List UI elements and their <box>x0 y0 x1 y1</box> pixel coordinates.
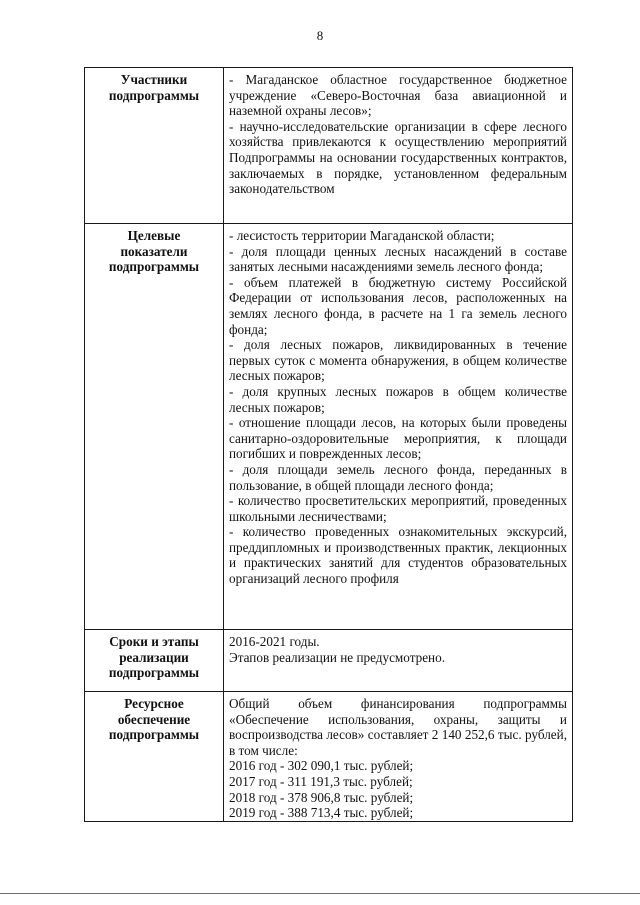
table-row-participants <box>85 68 573 224</box>
indicator-item: - доля лесных пожаров, ликвидированных в течение первых суток с момента обнаружения, в общем количестве лесных пожаров; <box>229 337 567 384</box>
indicator-item: - лесистость территории Магаданской области; <box>229 228 495 243</box>
page-number: 8 <box>316 28 324 43</box>
table-row-resource-support <box>85 692 573 822</box>
row-content-cell <box>224 68 573 224</box>
indicator-item: - доля крупных лесных пожаров в общем количестве лесных пожаров; <box>229 383 567 415</box>
row-label-terms-and-stages: Сроки и этапы реализации подпрограммы <box>108 634 200 681</box>
row-content-cell <box>224 630 573 692</box>
funding-year-item: 2019 год - 388 713,4 тыс. рублей; <box>229 805 414 821</box>
indicator-item: - отношение площади лесов, на которых были проведены санитарно-оздоровительные мероприятия, к площади погибших и поврежденных лесов; <box>229 415 567 462</box>
subprogram-passport-table <box>84 67 573 822</box>
funding-year-item: 2017 год - 311 191,3 тыс. рублей; <box>229 773 413 789</box>
terms-item: Этапов реализации не предусмотрено. <box>229 649 446 665</box>
indicator-item: - доля площади земель лесного фонда, переданных в пользование, в общей площади лесного фонда; <box>229 461 567 493</box>
participant-item: - Магаданское областное государственное бюджетное учреждение «Северо-Восточная база авиационной и наземной охраны лесов»; <box>229 72 567 119</box>
indicator-item: - доля площади ценных лесных насаждений в составе занятых лесными насаждениями земель лесного фонда; <box>229 243 567 275</box>
indicator-item: - количество проведенных ознакомительных экскурсий, преддипломных и производственных практик, лекционных и практических занятий для студентов образовательных организаций лесного профиля <box>229 524 567 587</box>
funding-year-item: 2018 год - 378 906,8 тыс. рублей; <box>229 789 414 805</box>
row-label-cell <box>85 68 224 224</box>
table-row-target-indicators <box>85 224 573 630</box>
row-label-cell <box>85 224 224 630</box>
row-label-cell <box>85 630 224 692</box>
page-bottom-rule <box>0 893 640 894</box>
table-row-terms-and-stages <box>85 630 573 692</box>
row-label-resource-support: Ресурсное обеспечение подпрограммы <box>108 696 200 743</box>
row-label-cell <box>85 692 224 822</box>
participant-item: - научно-исследовательские организации в сфере лесного хозяйства привлекаются к осуществлению мероприятий Подпрограммы на основании государственных контрактов, заключаемых в порядке, установленном федеральным законодательством <box>229 118 567 197</box>
row-content-cell <box>224 692 573 822</box>
funding-summary: Общий объем финансирования подпрограммы «Обеспечение использования, охраны, защиты и воспроизводства лесов» составляет 2 140 252,6 тыс. рублей, в том числе: <box>229 696 567 758</box>
indicator-item: - объем платежей в бюджетную систему Российской Федерации от использования лесов, расположенных на землях лесного фонда, в расчете на 1 га земель лесного фонда; <box>229 274 567 337</box>
row-label-target-indicators: Целевые показатели подпрограммы <box>108 228 200 275</box>
terms-item: 2016-2021 годы. <box>229 634 320 649</box>
indicator-item: - количество просветительских мероприятий, проведенных школьными лесничествами; <box>229 493 567 524</box>
row-label-participants: Участники подпрограммы <box>108 72 200 103</box>
row-content-cell <box>224 224 573 630</box>
funding-year-item: 2016 год - 302 090,1 тыс. рублей; <box>229 758 414 774</box>
